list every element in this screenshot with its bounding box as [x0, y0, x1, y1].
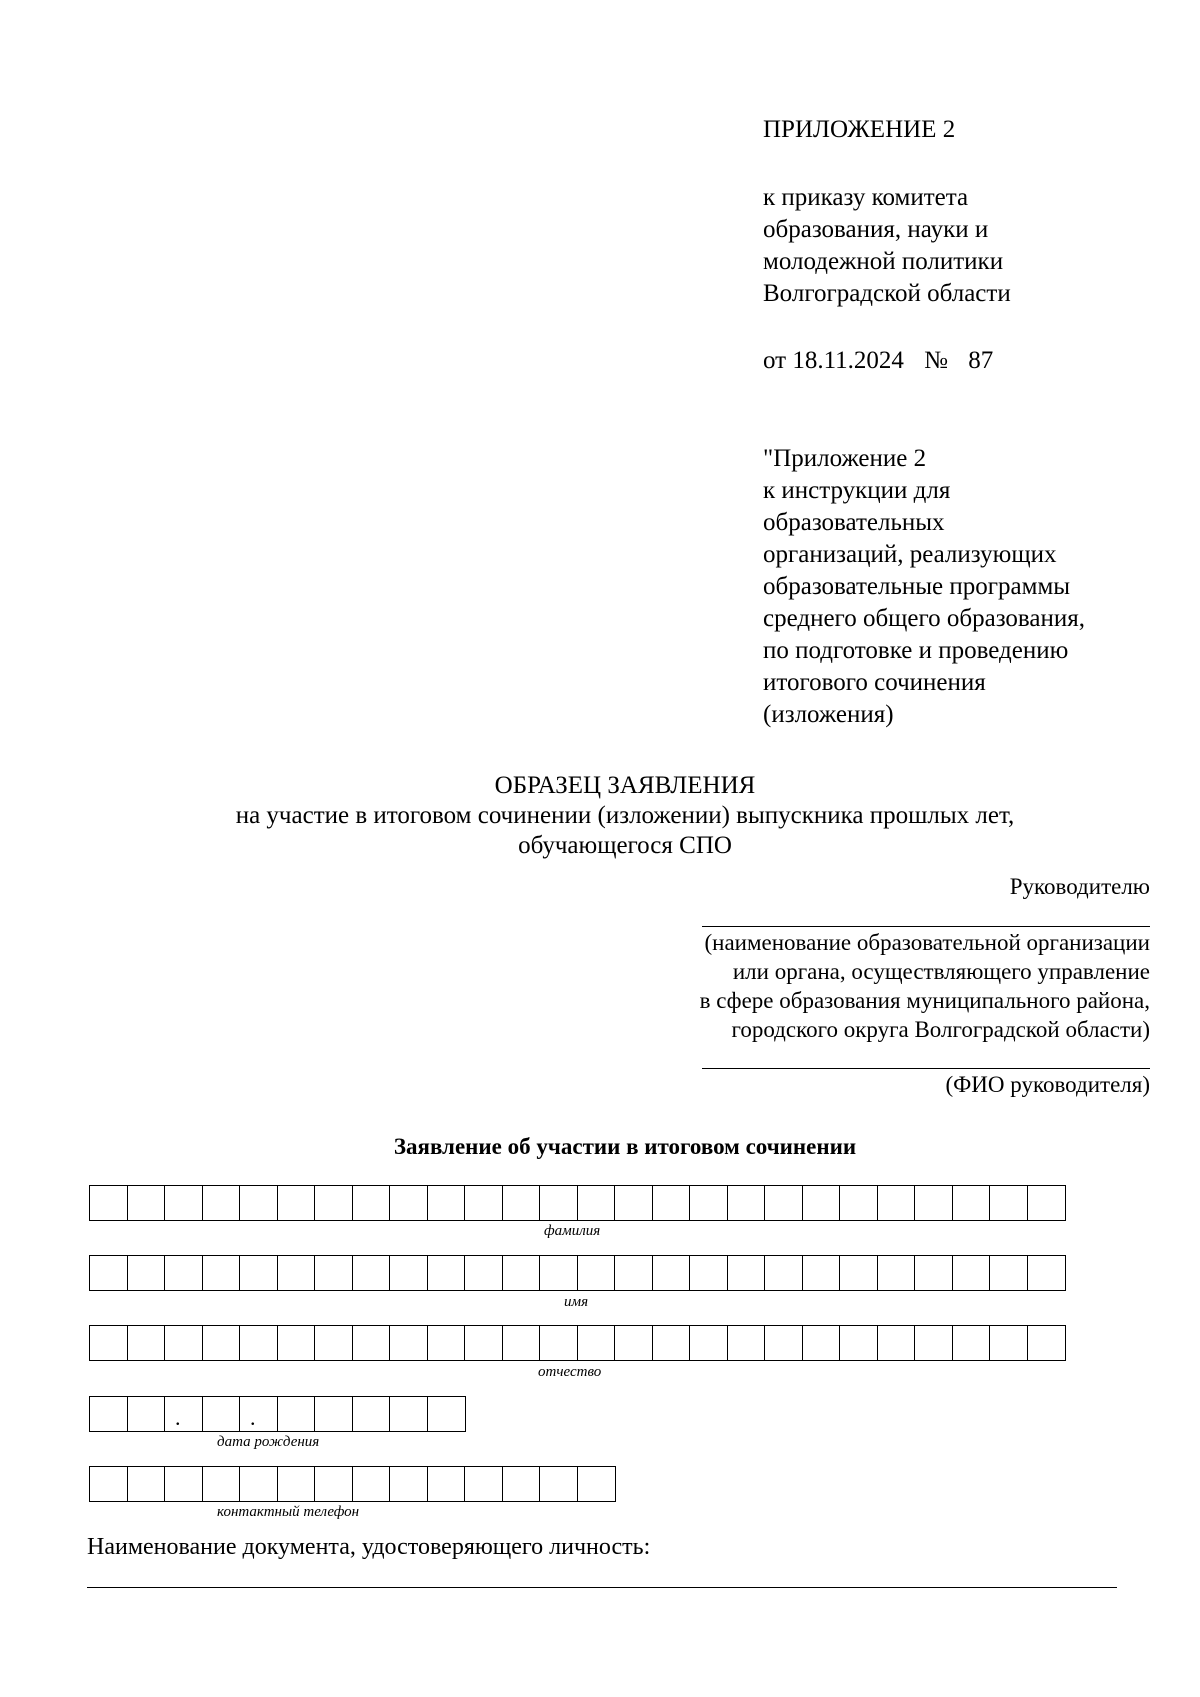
order-date: от 18.11.2024 — [763, 347, 904, 374]
input-cell[interactable] — [914, 1255, 953, 1291]
input-cell[interactable] — [877, 1185, 916, 1221]
input-cell[interactable] — [764, 1255, 803, 1291]
input-cell[interactable] — [314, 1185, 353, 1221]
instruction-line: образовательные программы — [763, 573, 1071, 600]
input-cell[interactable] — [727, 1325, 766, 1361]
organization-note-line: (наименование образовательной организации — [704, 930, 1150, 955]
input-cell[interactable] — [689, 1185, 728, 1221]
sample-subtitle-line: обучающегося СПО — [518, 832, 732, 859]
id-document-label: Наименование документа, удостоверяющего личность: — [87, 1534, 651, 1560]
input-cell[interactable] — [164, 1185, 203, 1221]
input-cell[interactable] — [427, 1466, 466, 1502]
number-sign: № — [924, 347, 949, 374]
input-cell[interactable] — [502, 1185, 541, 1221]
input-cell[interactable] — [239, 1325, 278, 1361]
input-cell[interactable] — [652, 1325, 691, 1361]
name-cells[interactable] — [89, 1255, 1064, 1291]
birth-date-cells[interactable] — [89, 1396, 464, 1432]
input-cell[interactable] — [652, 1255, 691, 1291]
input-cell[interactable] — [989, 1255, 1028, 1291]
input-cell[interactable] — [389, 1255, 428, 1291]
annex-order-line: молодежной политики — [763, 248, 1004, 275]
input-cell[interactable] — [727, 1185, 766, 1221]
input-cell[interactable] — [127, 1255, 166, 1291]
surname-caption: фамилия — [544, 1223, 601, 1239]
birth-date-caption: дата рождения — [217, 1434, 320, 1450]
input-cell[interactable] — [314, 1255, 353, 1291]
input-cell[interactable] — [314, 1396, 353, 1432]
input-cell[interactable] — [277, 1396, 316, 1432]
input-cell[interactable] — [427, 1255, 466, 1291]
input-cell[interactable] — [502, 1255, 541, 1291]
input-cell[interactable] — [877, 1325, 916, 1361]
input-cell[interactable] — [352, 1396, 391, 1432]
input-cell[interactable] — [877, 1255, 916, 1291]
input-cell[interactable] — [89, 1185, 128, 1221]
input-cell[interactable] — [764, 1325, 803, 1361]
input-cell[interactable] — [727, 1255, 766, 1291]
director-fio-note: (ФИО руководителя) — [945, 1072, 1150, 1097]
input-cell[interactable] — [539, 1466, 578, 1502]
patronymic-cells[interactable] — [89, 1325, 1064, 1361]
input-cell[interactable] — [352, 1325, 391, 1361]
organization-note-line: городского округа Волгоградской области) — [731, 1017, 1150, 1042]
organization-fill-line[interactable] — [702, 926, 1150, 927]
input-cell[interactable] — [202, 1396, 241, 1432]
input-cell[interactable] — [539, 1255, 578, 1291]
instruction-line: (изложения) — [763, 701, 894, 728]
annex-order-reference — [763, 182, 1011, 310]
input-cell[interactable] — [127, 1185, 166, 1221]
input-cell[interactable] — [202, 1255, 241, 1291]
input-cell[interactable] — [389, 1466, 428, 1502]
input-cell[interactable] — [539, 1185, 578, 1221]
input-cell[interactable] — [164, 1396, 203, 1432]
instruction-line: "Приложение 2 — [763, 445, 927, 472]
input-cell[interactable] — [164, 1325, 203, 1361]
phone-cells[interactable] — [89, 1466, 614, 1502]
input-cell[interactable] — [89, 1325, 128, 1361]
input-cell[interactable] — [89, 1396, 128, 1432]
input-cell[interactable] — [839, 1325, 878, 1361]
date-separator: . — [175, 1405, 181, 1430]
input-cell[interactable] — [389, 1325, 428, 1361]
input-cell[interactable] — [239, 1466, 278, 1502]
input-cell[interactable] — [839, 1255, 878, 1291]
instruction-line: к инструкции для — [763, 477, 951, 504]
input-cell[interactable] — [577, 1325, 616, 1361]
input-cell[interactable] — [614, 1325, 653, 1361]
input-cell[interactable] — [352, 1255, 391, 1291]
input-cell[interactable] — [1027, 1185, 1066, 1221]
input-cell[interactable] — [127, 1396, 166, 1432]
annex-order-line: Волгоградской области — [763, 280, 1011, 307]
input-cell[interactable] — [164, 1255, 203, 1291]
input-cell[interactable] — [239, 1396, 278, 1432]
input-cell[interactable] — [352, 1466, 391, 1502]
input-cell[interactable] — [577, 1255, 616, 1291]
director-fio-fill-line[interactable] — [702, 1068, 1150, 1069]
input-cell[interactable] — [202, 1185, 241, 1221]
input-cell[interactable] — [352, 1185, 391, 1221]
organization-note — [700, 928, 1150, 1044]
instruction-line: итогового сочинения — [763, 669, 986, 696]
input-cell[interactable] — [952, 1325, 991, 1361]
input-cell[interactable] — [427, 1396, 466, 1432]
input-cell[interactable] — [764, 1185, 803, 1221]
input-cell[interactable] — [314, 1466, 353, 1502]
input-cell[interactable] — [464, 1255, 503, 1291]
input-cell[interactable] — [577, 1466, 616, 1502]
input-cell[interactable] — [202, 1325, 241, 1361]
input-cell[interactable] — [839, 1185, 878, 1221]
input-cell[interactable] — [652, 1185, 691, 1221]
input-cell[interactable] — [202, 1466, 241, 1502]
input-cell[interactable] — [952, 1185, 991, 1221]
input-cell[interactable] — [389, 1396, 428, 1432]
addressee-label: Руководителю — [1009, 874, 1150, 899]
annex-title: ПРИЛОЖЕНИЕ 2 — [763, 116, 956, 143]
input-cell[interactable] — [802, 1255, 841, 1291]
sample-subtitle-line: на участие в итоговом сочинении (изложении) выпускника прошлых лет, — [235, 802, 1015, 829]
input-cell[interactable] — [989, 1185, 1028, 1221]
input-cell[interactable] — [539, 1325, 578, 1361]
application-title: Заявление об участии в итоговом сочинении — [393, 1134, 857, 1159]
input-cell[interactable] — [802, 1185, 841, 1221]
input-cell[interactable] — [952, 1255, 991, 1291]
input-cell[interactable] — [127, 1325, 166, 1361]
input-cell[interactable] — [1027, 1255, 1066, 1291]
input-cell[interactable] — [427, 1325, 466, 1361]
input-cell[interactable] — [689, 1325, 728, 1361]
input-cell[interactable] — [989, 1325, 1028, 1361]
input-cell[interactable] — [277, 1466, 316, 1502]
input-cell[interactable] — [502, 1325, 541, 1361]
input-cell[interactable] — [427, 1185, 466, 1221]
input-cell[interactable] — [277, 1325, 316, 1361]
input-cell[interactable] — [277, 1255, 316, 1291]
input-cell[interactable] — [464, 1466, 503, 1502]
instruction-line: по подготовке и проведению — [763, 637, 1069, 664]
input-cell[interactable] — [914, 1325, 953, 1361]
input-cell[interactable] — [802, 1325, 841, 1361]
id-document-fill-line[interactable] — [87, 1587, 1117, 1588]
patronymic-caption: отчество — [538, 1364, 602, 1380]
annex-order-line: образования, науки и — [763, 216, 989, 243]
input-cell[interactable] — [89, 1466, 128, 1502]
input-cell[interactable] — [464, 1325, 503, 1361]
input-cell[interactable] — [577, 1185, 616, 1221]
input-cell[interactable] — [464, 1185, 503, 1221]
annex-order-line: к приказу комитета — [763, 184, 969, 211]
name-caption: имя — [564, 1294, 589, 1310]
input-cell[interactable] — [164, 1466, 203, 1502]
date-separator: . — [250, 1405, 256, 1430]
organization-note-line: или органа, осуществляющего управление — [732, 959, 1150, 984]
input-cell[interactable] — [914, 1185, 953, 1221]
input-cell[interactable] — [89, 1255, 128, 1291]
input-cell[interactable] — [689, 1255, 728, 1291]
input-cell[interactable] — [314, 1325, 353, 1361]
input-cell[interactable] — [389, 1185, 428, 1221]
input-cell[interactable] — [614, 1185, 653, 1221]
instruction-line: среднего общего образования, — [763, 605, 1086, 632]
phone-caption: контактный телефон — [217, 1504, 360, 1520]
sample-title: ОБРАЗЕЦ ЗАЯВЛЕНИЯ — [494, 772, 756, 799]
input-cell[interactable] — [502, 1466, 541, 1502]
annex-instruction-reference — [763, 443, 1085, 731]
input-cell[interactable] — [277, 1185, 316, 1221]
input-cell[interactable] — [614, 1255, 653, 1291]
instruction-line: организаций, реализующих — [763, 541, 1057, 568]
input-cell[interactable] — [239, 1255, 278, 1291]
input-cell[interactable] — [127, 1466, 166, 1502]
instruction-line: образовательных — [763, 509, 945, 536]
annex-order-date — [763, 345, 993, 377]
organization-note-line: в сфере образования муниципального района, — [699, 988, 1150, 1013]
input-cell[interactable] — [239, 1185, 278, 1221]
order-number: 87 — [968, 347, 994, 374]
input-cell[interactable] — [1027, 1325, 1066, 1361]
surname-cells[interactable] — [89, 1185, 1064, 1221]
